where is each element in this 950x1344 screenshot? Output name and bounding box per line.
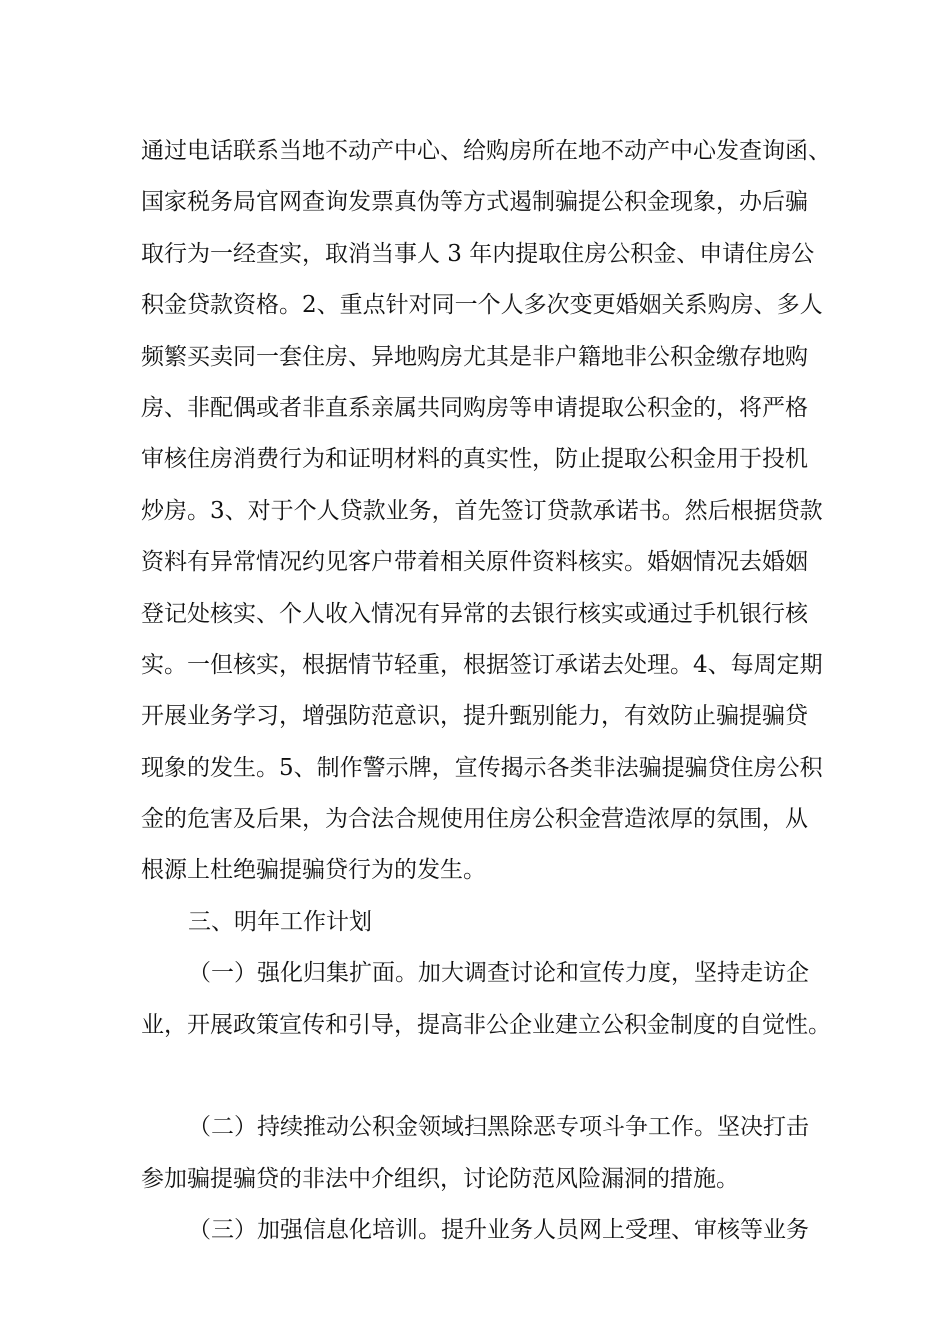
body-line: 开展业务学习，增强防范意识，提升甄别能力，有效防止骗提骗贷 xyxy=(141,703,808,730)
body-line: 取行为一经查实，取消当事人 3 年内提取住房公积金、申请住房公 xyxy=(141,240,815,267)
body-line: 国家税务局官网查询发票真伪等方式遏制骗提公积金现象，办后骗 xyxy=(141,189,808,216)
body-line: 登记处核实、个人收入情况有异常的去银行核实或通过手机银行核 xyxy=(141,600,808,627)
body-line: 频繁买卖同一套住房、异地购房尤其是非户籍地非公积金缴存地购 xyxy=(141,343,808,370)
body-line: 实。一但核实，根据情节轻重，根据签订承诺去处理。4、每周定期 xyxy=(141,651,823,678)
body-line: （三）加强信息化培训。提升业务人员网上受理、审核等业务 xyxy=(188,1217,809,1244)
body-line: （一）强化归集扩面。加大调查讨论和宣传力度，坚持走访企 xyxy=(188,960,809,987)
body-line: 审核住房消费行为和证明材料的真实性，防止提取公积金用于投机 xyxy=(141,446,808,473)
section-heading: 三、明年工作计划 xyxy=(188,908,372,935)
body-line: 房、非配偶或者非直系亲属共同购房等申请提取公积金的，将严格 xyxy=(141,394,808,421)
body-line: 资料有异常情况约见客户带着相关原件资料核实。婚姻情况去婚姻 xyxy=(141,549,808,576)
body-line: 业，开展政策宣传和引导，提高非公企业建立公积金制度的自觉性。 xyxy=(141,1011,831,1038)
body-line: 参加骗提骗贷的非法中介组织，讨论防范风险漏洞的措施。 xyxy=(141,1165,739,1192)
document-body xyxy=(141,126,831,1257)
body-line: 炒房。3、对于个人贷款业务，首先签订贷款承诺书。然后根据贷款 xyxy=(141,497,823,524)
body-line: 通过电话联系当地不动产中心、给购房所在地不动产中心发查询函、 xyxy=(141,138,831,164)
body-line: 现象的发生。5、制作警示牌，宣传揭示各类非法骗提骗贷住房公积 xyxy=(141,754,823,781)
body-line: 金的危害及后果，为合法合规使用住房公积金营造浓厚的氛围，从 xyxy=(141,806,808,833)
body-line: （二）持续推动公积金领域扫黑除恶专项斗争工作。坚决打击 xyxy=(188,1114,809,1141)
blank-line xyxy=(141,1051,831,1102)
body-line: 根源上杜绝骗提骗贷行为的发生。 xyxy=(141,857,486,884)
body-line: 积金贷款资格。2、重点针对同一个人多次变更婚姻关系购房、多人 xyxy=(141,292,823,319)
